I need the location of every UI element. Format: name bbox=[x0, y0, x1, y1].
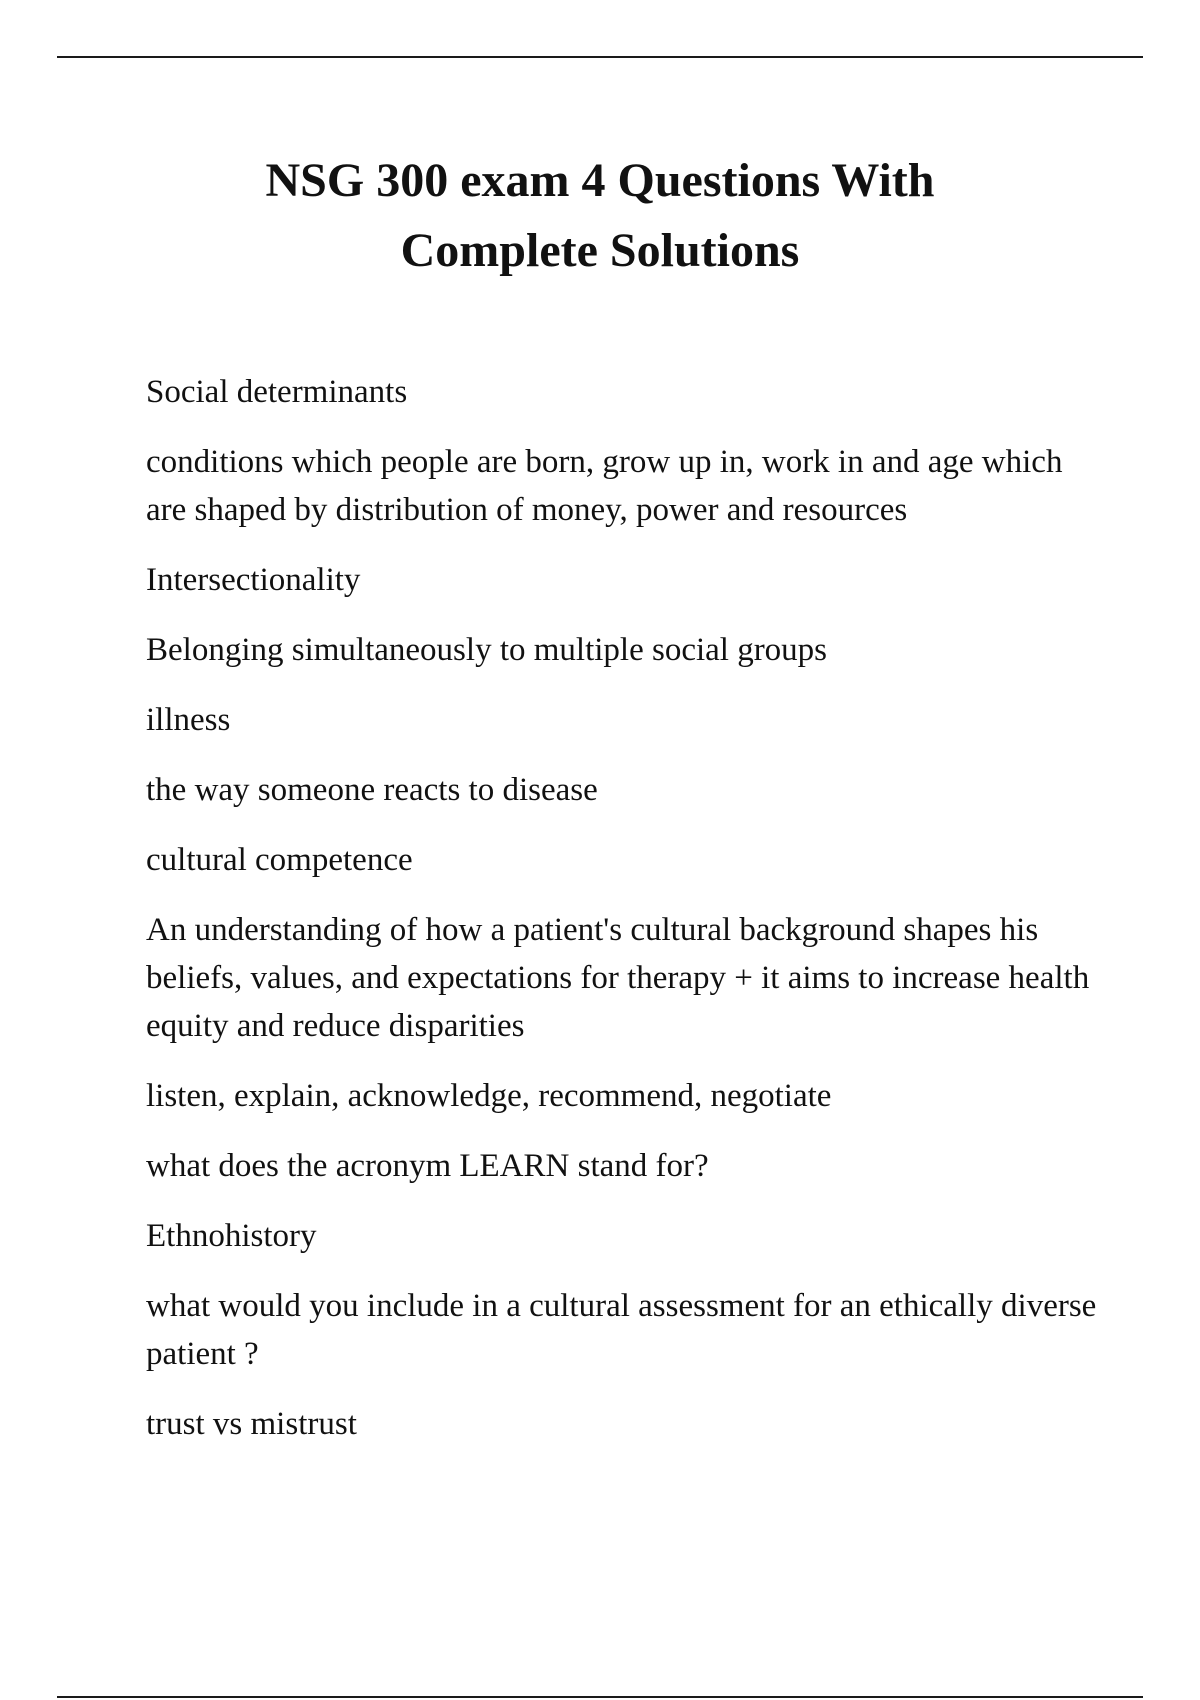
definition-intersectionality: Belonging simultaneously to multiple social groups bbox=[146, 632, 828, 668]
title-line-2: Complete Solutions bbox=[400, 224, 800, 277]
definition-cultural-competence: An understanding of how a patient's cultural background shapes his beliefs, values, and expectations for therapy + it aims to increase health equity and reduce disparities bbox=[146, 912, 1090, 1044]
term-cultural-competence: cultural competence bbox=[146, 842, 413, 878]
document-body bbox=[146, 368, 1106, 1470]
definition-social-determinants: conditions which people are born, grow up in, work in and age which are shaped by distribution of money, power and resources bbox=[146, 444, 1063, 528]
answer-ethnohistory: Ethnohistory bbox=[146, 1218, 317, 1254]
title-line-1: NSG 300 exam 4 Questions With bbox=[265, 154, 935, 207]
term-intersectionality: Intersectionality bbox=[146, 562, 361, 598]
term-illness: illness bbox=[146, 702, 231, 738]
answer-learn: listen, explain, acknowledge, recommend, negotiate bbox=[146, 1078, 832, 1114]
definition-illness: the way someone reacts to disease bbox=[146, 772, 598, 808]
term-social-determinants: Social determinants bbox=[146, 374, 408, 410]
top-rule bbox=[57, 56, 1143, 58]
page-title bbox=[100, 146, 1100, 286]
term-trust-vs-mistrust: trust vs mistrust bbox=[146, 1406, 357, 1442]
question-cultural-assessment: what would you include in a cultural assessment for an ethically diverse patient ? bbox=[146, 1288, 1097, 1372]
bottom-rule bbox=[57, 1696, 1143, 1698]
question-learn: what does the acronym LEARN stand for? bbox=[146, 1148, 709, 1184]
